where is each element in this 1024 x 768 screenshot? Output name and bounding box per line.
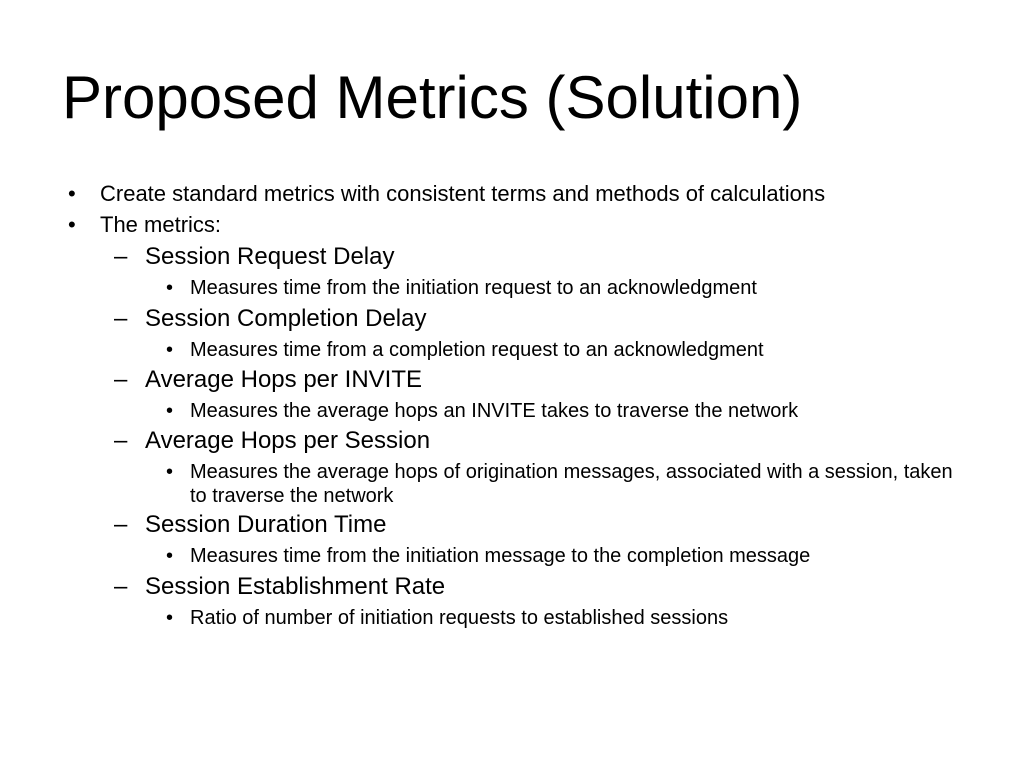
dash-marker: – xyxy=(114,305,128,332)
dash-marker: – xyxy=(114,366,128,393)
metric-description-item xyxy=(166,338,966,362)
bullet-marker: • xyxy=(166,607,174,629)
metric-description: Ratio of number of initiation requests to established sessions xyxy=(190,607,729,629)
metric-description-item xyxy=(166,399,966,423)
metric-description-item xyxy=(166,276,966,300)
dash-marker: – xyxy=(114,573,128,600)
metric-description: Measures time from the initiation message to the completion message xyxy=(190,545,811,567)
bullet-marker: • xyxy=(68,212,76,237)
metric-description-item xyxy=(166,460,966,508)
dash-marker: – xyxy=(114,243,128,270)
metric-name: Session Establishment Rate xyxy=(145,573,446,600)
metric-name: Session Completion Delay xyxy=(145,305,427,332)
metric-name: Session Duration Time xyxy=(145,511,387,538)
bullet-marker: • xyxy=(166,339,174,361)
metric-name: Average Hops per Session xyxy=(145,427,431,454)
metric-name: Session Request Delay xyxy=(145,243,395,270)
metric-description-item xyxy=(166,544,966,568)
metric-description: Measures the average hops an INVITE takes to traverse the network xyxy=(190,400,799,422)
metric-description: Measures time from a completion request to an acknowledgment xyxy=(190,339,764,361)
bullet-marker: • xyxy=(166,277,174,299)
bullet-text: The metrics: xyxy=(100,212,222,237)
metric-description: Measures the average hops of origination messages, associated with a session, taken to traverse the network xyxy=(190,461,953,507)
metric-description: Measures time from the initiation request to an acknowledgment xyxy=(190,277,757,299)
dash-marker: – xyxy=(114,511,128,538)
bullet-text: Create standard metrics with consistent terms and methods of calculations xyxy=(100,181,826,206)
bullet-marker: • xyxy=(68,181,76,206)
slide-title: Proposed Metrics (Solution) xyxy=(62,64,803,131)
dash-marker: – xyxy=(114,427,128,454)
metric-name: Average Hops per INVITE xyxy=(145,366,423,393)
bullet-marker: • xyxy=(166,545,174,567)
bullet-marker: • xyxy=(166,461,174,483)
metric-description-item xyxy=(166,606,966,630)
bullet-marker: • xyxy=(166,400,174,422)
